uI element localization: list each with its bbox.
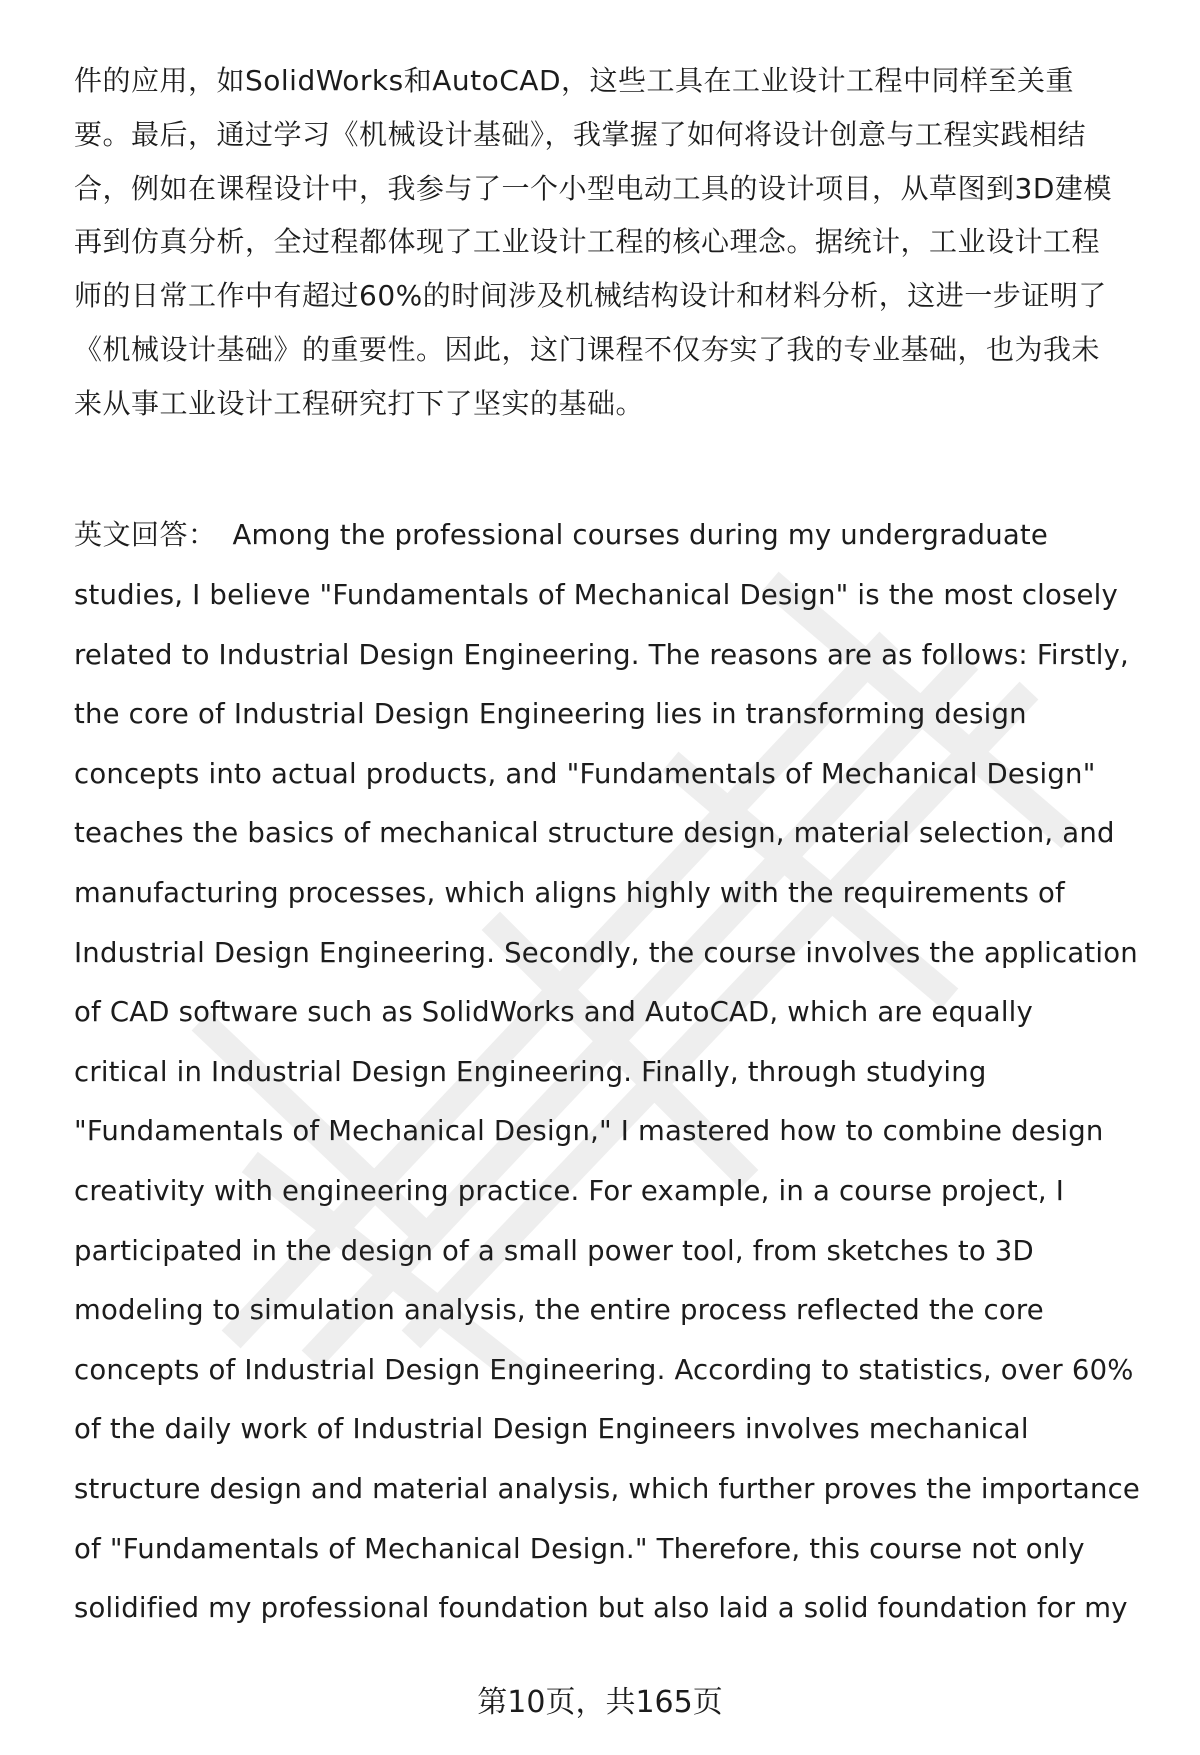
en-line-5: concepts into actual products, and "Fundamentals of Mechanical Design": [74, 758, 1096, 790]
zh-line-6: 《机械设计基础》的重要性。因此，这门课程不仅夯实了我的专业基础，也为我未: [74, 333, 1101, 366]
en-line-14: modeling to simulation analysis, the entire process reflected the core: [74, 1294, 1044, 1326]
zh-line-4: 再到仿真分析，全过程都体现了工业设计工程的核心理念。据统计，工业设计工程: [74, 225, 1101, 258]
en-line-8: Industrial Design Engineering. Secondly, the course involves the application: [74, 937, 1138, 969]
zh-line-3: 合，例如在课程设计中，我参与了一个小型电动工具的设计项目，从草图到3D建模: [74, 172, 1112, 205]
en-line-18: of "Fundamentals of Mechanical Design." Therefore, this course not only: [74, 1533, 1085, 1565]
en-line-17: structure design and material analysis, which further proves the importance: [74, 1473, 1141, 1505]
en-line-19: solidified my professional foundation but also laid a solid foundation for my: [74, 1592, 1128, 1624]
en-line-15: concepts of Industrial Design Engineering. According to statistics, over 60%: [74, 1354, 1134, 1386]
zh-line-7: 来从事工业设计工程研究打下了坚实的基础。: [74, 387, 645, 420]
en-line-3: related to Industrial Design Engineering. The reasons are as follows: Firstly,: [74, 639, 1129, 671]
zh-line-2: 要。最后，通过学习《机械设计基础》，我掌握了如何将设计创意与工程实践相结: [74, 118, 1087, 151]
en-line-4: the core of Industrial Design Engineering lies in transforming design: [74, 698, 1027, 730]
en-line-7: manufacturing processes, which aligns highly with the requirements of: [74, 877, 1065, 909]
en-line-9: of CAD software such as SolidWorks and AutoCAD, which are equally: [74, 996, 1033, 1028]
page-number: 第10页，共165页: [477, 1685, 723, 1720]
en-line-11: "Fundamentals of Mechanical Design," I mastered how to combine design: [74, 1115, 1104, 1147]
en-line-16: of the daily work of Industrial Design Engineers involves mechanical: [74, 1413, 1029, 1445]
en-line-2: studies, I believe "Fundamentals of Mechanical Design" is the most closely: [74, 579, 1118, 611]
zh-line-1: 件的应用，如SolidWorks和AutoCAD，这些工具在工业设计工程中同样至关重: [74, 64, 1075, 97]
zh-line-5: 师的日常工作中有超过60%的时间涉及机械结构设计和材料分析，这进一步证明了: [74, 279, 1107, 312]
en-line-1: Among the professional courses during my undergraduate: [232, 519, 1048, 551]
english-answer-label: 英文回答：: [74, 518, 217, 551]
en-line-13: participated in the design of a small power tool, from sketches to 3D: [74, 1235, 1034, 1267]
en-line-10: critical in Industrial Design Engineering. Finally, through studying: [74, 1056, 987, 1088]
en-first-line: [74, 515, 1048, 555]
en-line-6: teaches the basics of mechanical structure design, material selection, and: [74, 817, 1115, 849]
en-line-12: creativity with engineering practice. For example, in a course project, I: [74, 1175, 1065, 1207]
